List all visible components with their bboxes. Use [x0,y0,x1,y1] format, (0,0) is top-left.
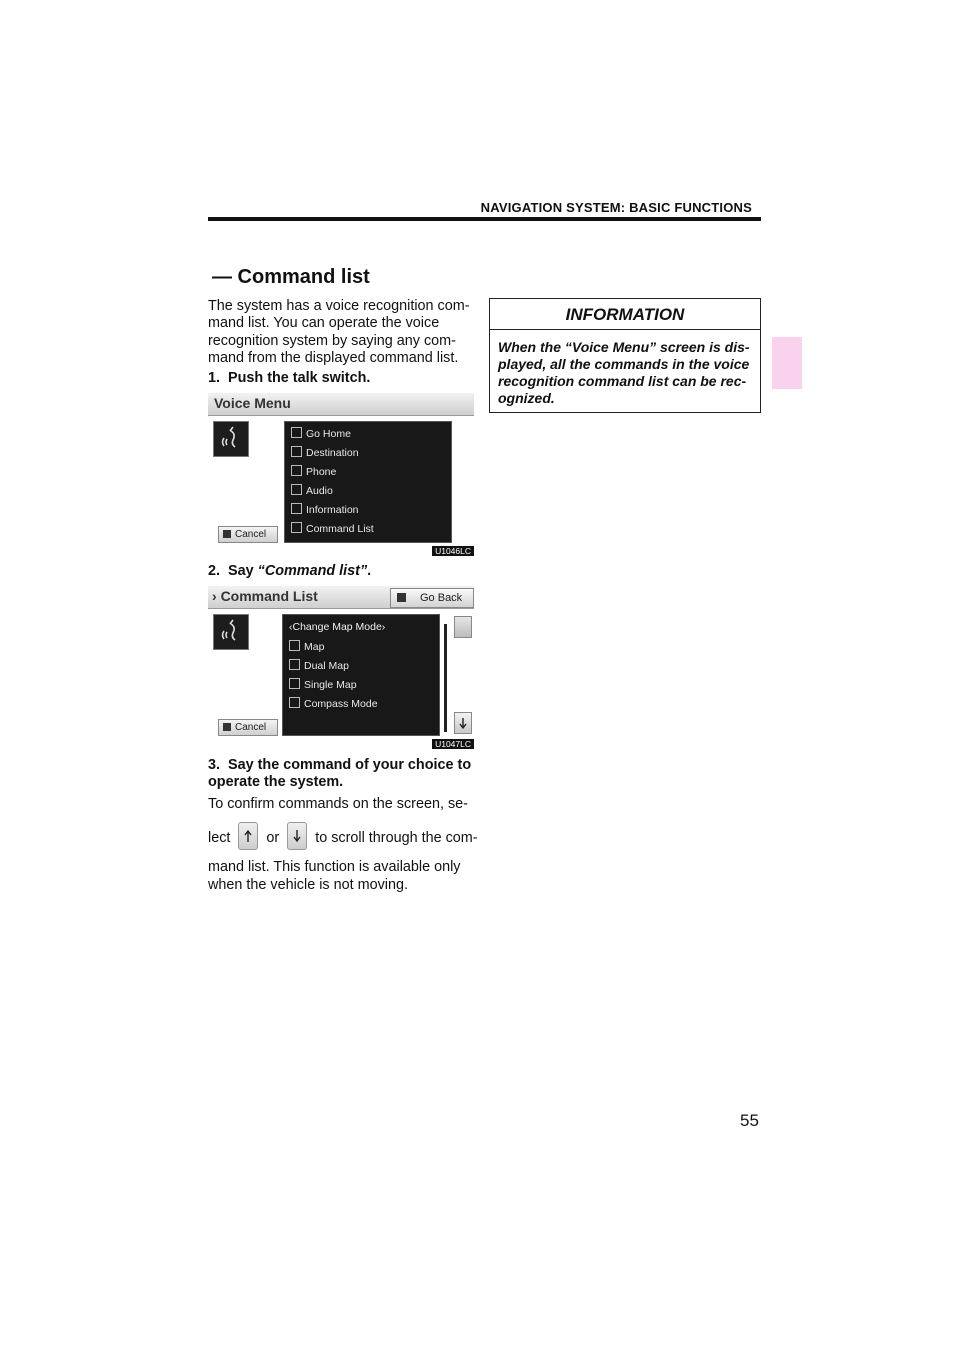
list-item[interactable]: Information [291,503,359,517]
information-title: INFORMATION [565,305,685,324]
list-item[interactable]: Single Map [289,678,357,692]
scroll-down-button[interactable] [287,822,307,850]
screen-title-bar [208,586,474,609]
page-number: 55 [740,1111,759,1130]
intro-line: mand from the displayed command list. [208,350,459,367]
running-header: NAVIGATION SYSTEM: BASIC FUNCTIONS [480,200,752,215]
cancel-icon [223,530,231,538]
voice-command-icon [291,484,302,495]
command-list [282,614,440,736]
figure-code: U1046LC [432,546,474,556]
intro-line: mand list. You can operate the voice [208,315,440,332]
scrollbar-track[interactable] [444,624,447,732]
confirm-paragraph [208,796,476,894]
cancel-button[interactable]: Cancel [218,719,278,736]
intro-line: The system has a voice recognition com- [208,298,470,314]
cancel-icon [223,723,231,731]
figure-code: U1047LC [432,739,474,749]
voice-command-icon [291,522,302,533]
voice-command-icon [291,465,302,476]
list-item[interactable]: Compass Mode [289,697,378,711]
step-2 [208,563,476,580]
step-quoted-command: “Command list” [257,563,368,579]
chevron-right-icon: › [212,588,217,604]
header-rule [208,217,761,221]
information-rule [490,329,760,330]
cancel-button[interactable]: Cancel [218,526,278,543]
screen-title: Voice Menu [214,395,291,411]
confirm-line: mand list. This function is available only [208,859,461,876]
list-item[interactable]: Audio [291,484,333,498]
section-title: — Command list [212,266,370,288]
voice-menu-list [284,421,452,543]
voice-command-icon [289,659,300,670]
confirm-line: when the vehicle is not moving. [208,876,408,893]
arrow-down-icon [291,828,303,844]
step-text: Say the command of your choice to [228,757,472,773]
step-number: 2. [208,563,221,579]
step-text: operate the system. [208,774,344,791]
scroll-up-button[interactable] [238,822,258,850]
information-box [489,298,761,413]
voice-command-icon [289,640,300,651]
intro-paragraph [208,298,473,368]
confirm-line: To confirm commands on the screen, se- [208,796,468,812]
voice-menu-screen [208,393,474,556]
screen-title-bar [208,393,474,416]
confirm-line: lect or to scroll through the com- [208,822,476,850]
section-tab [772,337,802,389]
step-number: 3. [208,757,221,773]
list-item[interactable]: Go Home [291,427,351,441]
voice-talk-icon [213,614,249,650]
list-item[interactable]: Map [289,640,324,654]
voice-command-icon [291,427,302,438]
voice-command-icon [291,503,302,514]
step-text: Push the talk switch. [228,370,371,386]
step-number: 1. [208,370,221,386]
screen-title: › Command List [212,588,318,604]
go-back-icon [397,593,406,602]
intro-line: recognition system by saying any com- [208,332,456,349]
voice-command-icon [289,697,300,708]
list-item[interactable]: Dual Map [289,659,349,673]
step-suffix: . [367,563,372,579]
voice-command-icon [291,446,302,457]
list-category: ‹Change Map Mode› [289,621,386,633]
voice-command-icon [289,678,300,689]
information-text: When the “Voice Menu” screen is dis- played, all the commands in the voice recognition command list can be rec- ognized. [498,339,750,406]
step-1 [208,370,476,387]
arrow-down-icon [455,713,471,733]
list-item[interactable]: Destination [291,446,359,460]
go-back-button[interactable]: Go Back [390,588,474,608]
scroll-down-button[interactable] [454,712,472,734]
step-prefix: Say [228,563,258,579]
step-3 [208,757,476,792]
list-item[interactable]: Phone [291,465,336,479]
list-item[interactable]: Command List [291,522,374,536]
command-list-screen [208,586,474,749]
arrow-up-icon [242,828,254,844]
voice-talk-icon [213,421,249,457]
scroll-up-button[interactable] [454,616,472,638]
